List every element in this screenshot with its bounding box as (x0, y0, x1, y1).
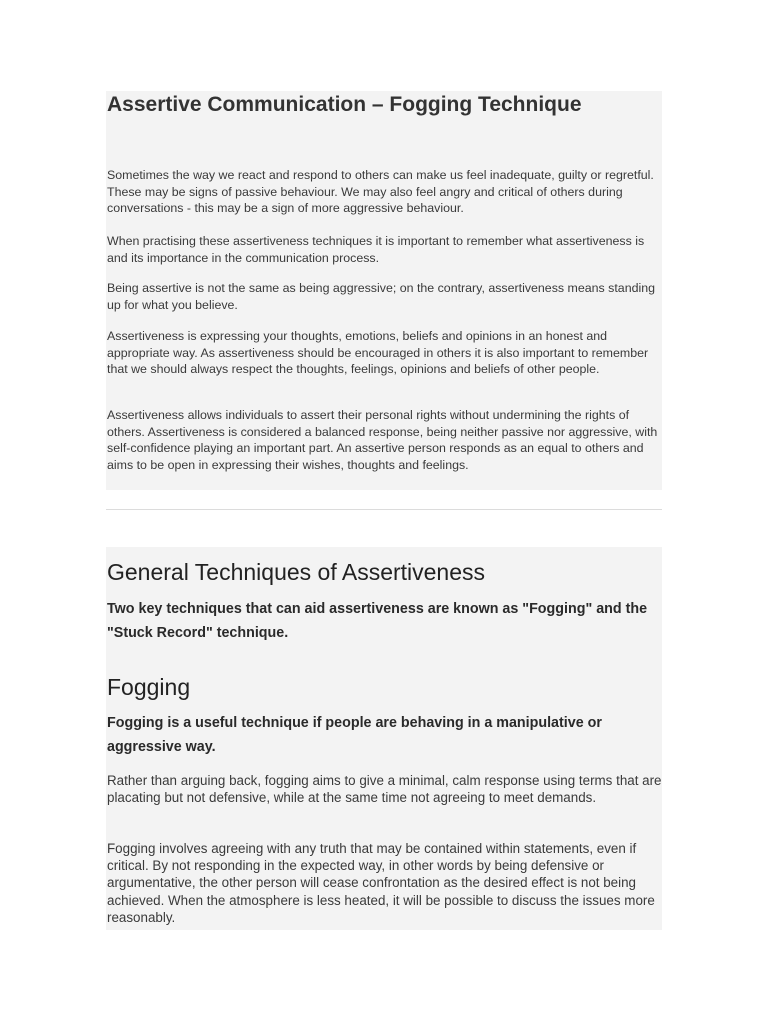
page-title: Assertive Communication – Fogging Technique (107, 93, 582, 116)
section-heading: General Techniques of Assertiveness (107, 559, 486, 585)
paragraph: Fogging involves agreeing with any truth that may be contained within statements, even if critical. By not responding in the expected way, in other words by being defensive or argumentative, the other person will cease confrontation as the desired effect is not being achieved. When the atmosphere is less heated, it will be possible to discuss the issues more reasonably. (107, 841, 655, 925)
subsection-heading: Fogging (107, 674, 191, 700)
section-divider (106, 509, 662, 510)
paragraph: Being assertive is not the same as being aggressive; on the contrary, assertiveness means standing up for what you believe. (107, 281, 656, 312)
paragraph: Rather than arguing back, fogging aims to give a minimal, calm response using terms that are placating but not defensive, while at the same time not agreeing to meet demands. (107, 773, 662, 806)
paragraph: Sometimes the way we react and respond to others can make us feel inadequate, guilty or regretful. These may be signs of passive behaviour. We may also feel angry and critical of others during conversations - this may be a sign of more aggressive behaviour. (107, 168, 654, 216)
article-section-general-techniques (106, 547, 662, 930)
paragraph: When practising these assertiveness techniques it is important to remember what assertiveness is and its importance in the communication process. (107, 234, 645, 265)
paragraph: Assertiveness is expressing your thoughts, emotions, beliefs and opinions in an honest and appropriate way. As assertiveness should be encouraged in others it is also important to remember that we should always respect the thoughts, feelings, opinions and beliefs of other people. (107, 329, 649, 377)
subsection-lead: Fogging is a useful technique if people are behaving in a manipulative or aggressive way. (107, 715, 602, 755)
paragraph: Assertiveness allows individuals to assert their personal rights without undermining the rights of others. Assertiveness is considered a balanced response, being neither passive nor aggressive, with self-confidence playing an important part. An assertive person responds as an equal to others and aims to be open in expressing their wishes, thoughts and feelings. (107, 408, 658, 472)
section-lead: Two key techniques that can aid assertiveness are known as "Fogging" and the "Stuck Record" technique. (107, 601, 648, 641)
article-section-assertive-communication (106, 91, 662, 490)
